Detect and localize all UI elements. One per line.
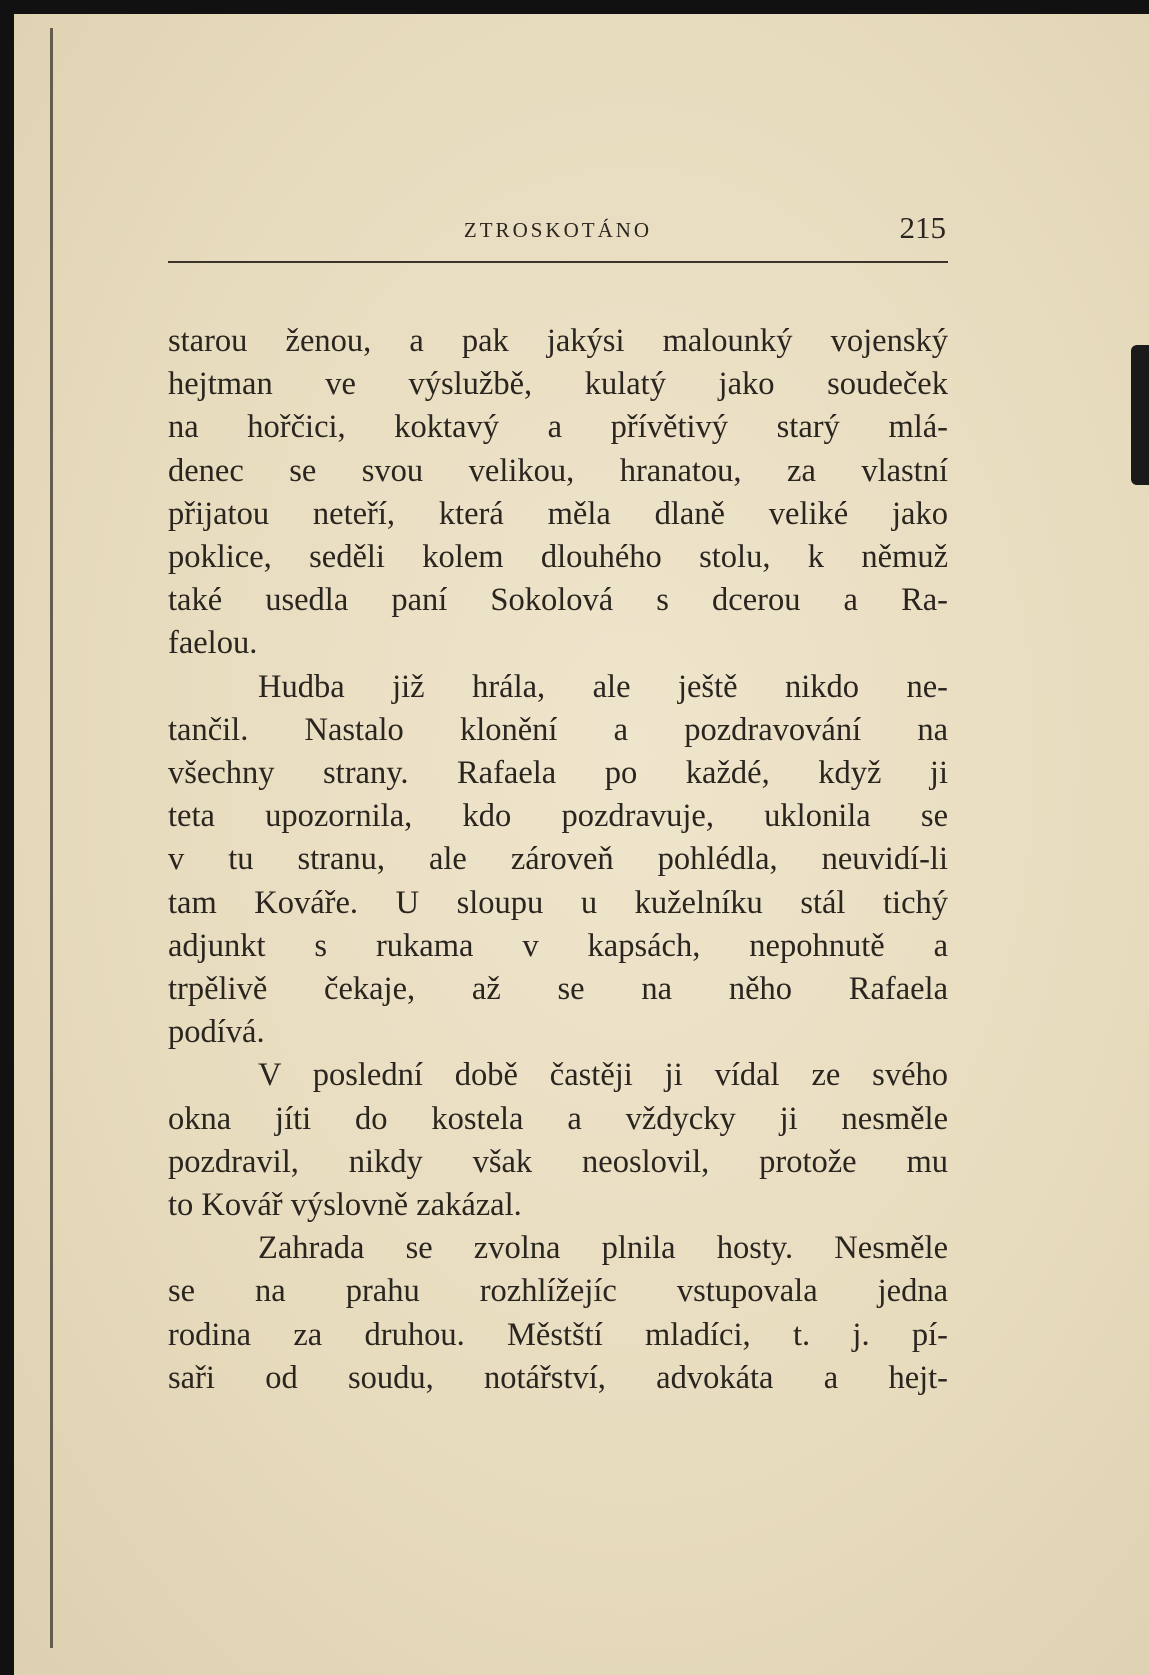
paragraph-start-line: Zahrada se zvolna plnila hosty. Nesměle bbox=[258, 1230, 948, 1267]
body-text bbox=[168, 320, 948, 1400]
text-line: také usedla paní Sokolová s dcerou a Ra- bbox=[168, 582, 948, 619]
text-line: hejtman ve výslužbě, kulatý jako soudeček bbox=[168, 366, 948, 403]
text-line: saři od soudu, notářství, advokáta a hejt- bbox=[168, 1359, 948, 1396]
text-line: se na prahu rozhlížejíc vstupovala jedna bbox=[168, 1273, 948, 1310]
text-line: tam Kováře. U sloupu u kuželníku stál tichý bbox=[168, 884, 948, 921]
paragraph-start-line: V poslední době častěji ji vídal ze svého bbox=[258, 1057, 948, 1094]
text-line: okna jíti do kostela a vždycky ji nesměle bbox=[168, 1100, 948, 1137]
page-number: 215 bbox=[899, 210, 946, 245]
text-line: poklice, seděli kolem dlouhého stolu, k němuž bbox=[168, 539, 948, 576]
header-rule bbox=[168, 261, 948, 263]
scan-left-edge bbox=[0, 0, 14, 1675]
running-title: ZTROSKOTÁNO bbox=[463, 218, 653, 242]
text-line: teta upozornila, kdo pozdravuje, uklonila se bbox=[168, 798, 948, 835]
text-line: faelou. bbox=[168, 625, 258, 662]
text-line: denec se svou velikou, hranatou, za vlastní bbox=[168, 452, 948, 489]
text-line: to Kovář výslovně zakázal. bbox=[168, 1187, 522, 1224]
paragraph-start-line: Hudba již hrála, ale ještě nikdo ne- bbox=[258, 668, 948, 705]
text-line: všechny strany. Rafaela po každé, když ji bbox=[168, 755, 948, 792]
text-line: přijatou neteří, která měla dlaně veliké jako bbox=[168, 495, 948, 532]
scan-right-edge-mark bbox=[1131, 345, 1149, 485]
text-line: tančil. Nastalo klonění a pozdravování na bbox=[168, 711, 948, 748]
text-line: v tu stranu, ale zároveň pohlédla, neuvidí-li bbox=[168, 841, 948, 878]
scan-top-edge bbox=[0, 0, 1149, 14]
binding-gutter-line bbox=[50, 28, 53, 1648]
text-line: pozdravil, nikdy však neoslovil, protože mu bbox=[168, 1143, 948, 1180]
text-line: rodina za druhou. Městští mladíci, t. j. pí- bbox=[168, 1316, 948, 1353]
text-line: trpělivě čekaje, až se na něho Rafaela bbox=[168, 971, 948, 1008]
text-line: starou ženou, a pak jakýsi malounký vojenský bbox=[168, 323, 948, 359]
text-line: podívá. bbox=[168, 1014, 265, 1051]
text-line: adjunkt s rukama v kapsách, nepohnutě a bbox=[168, 927, 948, 964]
running-header bbox=[168, 210, 948, 260]
text-line: na hořčici, koktavý a přívětivý starý mlá- bbox=[168, 409, 948, 446]
